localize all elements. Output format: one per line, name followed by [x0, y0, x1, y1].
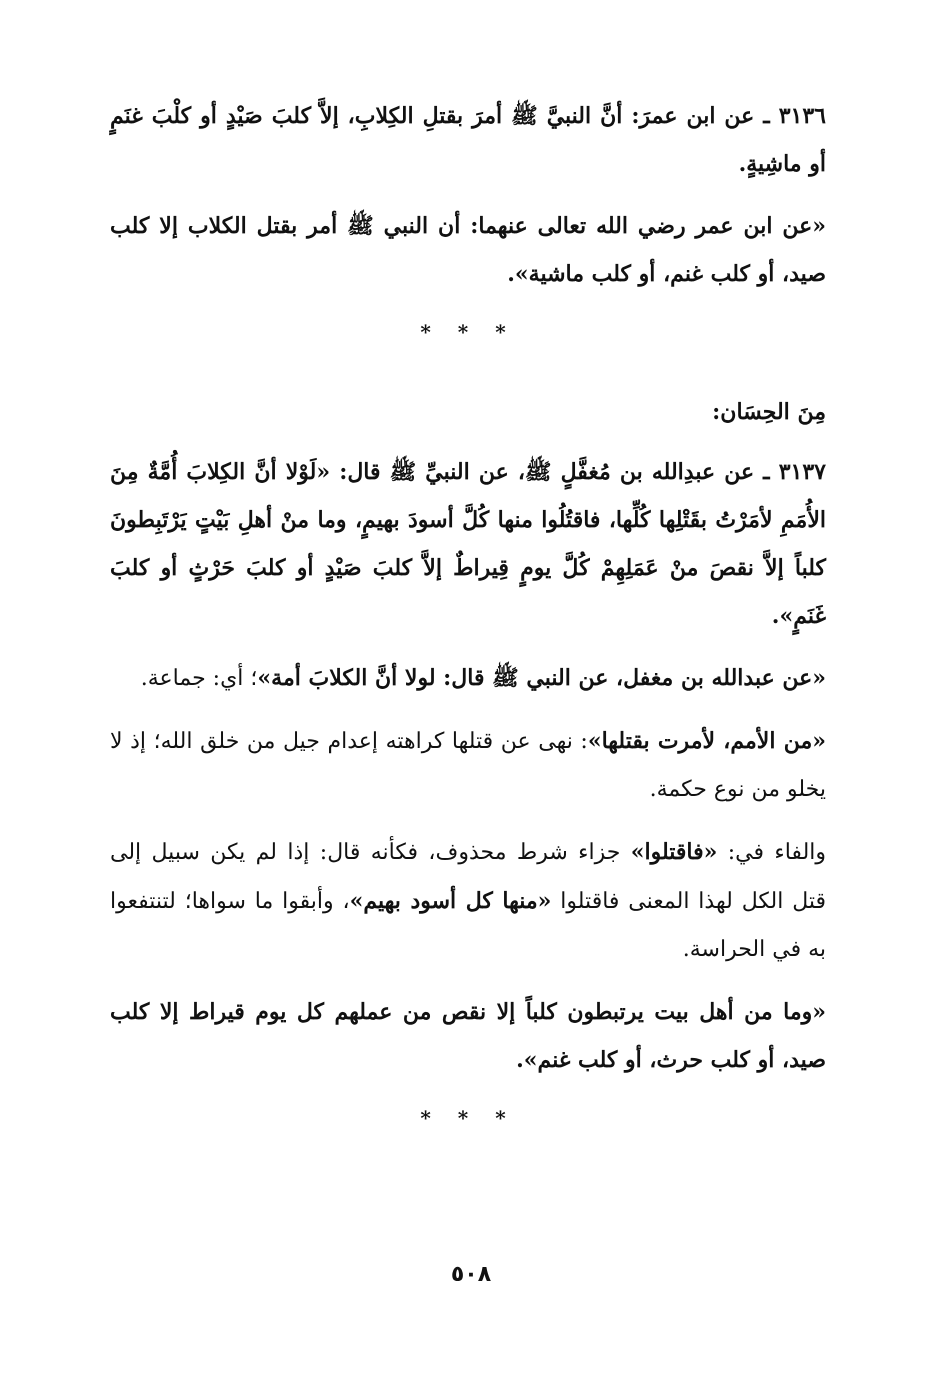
commentary-quote: «منها كل أسود بهيم»: [349, 888, 552, 914]
commentary-quote: «عن عبدالله بن مغفل، عن النبي ﷺ قال: لولا أنَّ الكلابَ أمة»: [257, 665, 826, 691]
section-heading: مِنَ الحِسَان:: [712, 399, 826, 425]
page-body: [110, 92, 826, 1174]
hadith-3137-commentary-1: [110, 654, 826, 703]
commentary-quote: «من الأمم، لأمرت بقتلها»: [587, 728, 826, 754]
hadith-3137-commentary-3: [110, 828, 826, 974]
commentary-quote: «فاقتلوا»: [630, 839, 718, 865]
commentary-explanation: : نهى عن قتلها كراهته إعدام جيل من خلق الله؛ إذ لا يخلو من نوع حكمة.: [110, 729, 826, 802]
section-separator: * * *: [420, 1106, 516, 1130]
section-separator: * * *: [420, 320, 516, 344]
hadith-3137-commentary-2: [110, 717, 826, 814]
hadith-3136-commentary: «عن ابن عمر رضي الله تعالى عنهما: أن النبي ﷺ أمر بقتل الكلاب إلا كلب صيد، أو كلب غنم، أو كلب ماشية».: [110, 213, 826, 287]
commentary-explanation: جزاء شرط محذوف، فكأنه قال: إذا لم يكن سبيل إلى قتل الكل لهذا المعنى فاقتلوا: [110, 840, 827, 914]
commentary-explanation: ؛ أي: جماعة.: [140, 666, 258, 691]
commentary-explanation: ، وأبقوا ما سواها؛ لتنتفعوا به في الحراسة.: [110, 889, 826, 962]
hadith-3137-commentary-4: «وما من أهل بيت يرتبطون كلباً إلا نقص من عملهم كل يوم قيراط إلا كلب صيد، أو كلب حرث، أو كلب غنم».: [110, 999, 826, 1073]
hadith-3136-text: ٣١٣٦ ـ عن ابن عمرَ: أنَّ النبيَّ ﷺ أمرَ بقتلِ الكِلابِ، إلاَّ كلبَ صَيْدٍ أو كلْبَ غنَمٍ أو ماشِيةٍ.: [110, 103, 826, 177]
page-number: ٥٠٨: [450, 1262, 492, 1287]
hadith-3137-text: ٣١٣٧ ـ عن عبدِالله بن مُغفَّلٍ ﷺ، عن النبيِّ ﷺ قال: «لَوْلا أنَّ الكِلابَ أُمَّةٌ مِنَ الأُمَمِ لأمَرْتُ بقَتْلِها كُلِّها، فاقتُلُوا منها كُلَّ أسودَ بهيمٍ، وما منْ أهلِ بَيْتٍ يَرْتَبِطونَ كلباً إلاَّ نقصَ منْ عَمَلِهِمْ كُلَّ يومٍ قِيراطٌ إلاَّ كلبَ صَيْدٍ أو كلبَ حَرْثٍ أو كلبَ غَنَمٍ».: [110, 459, 826, 629]
commentary-intro: والفاء في:: [717, 840, 827, 865]
